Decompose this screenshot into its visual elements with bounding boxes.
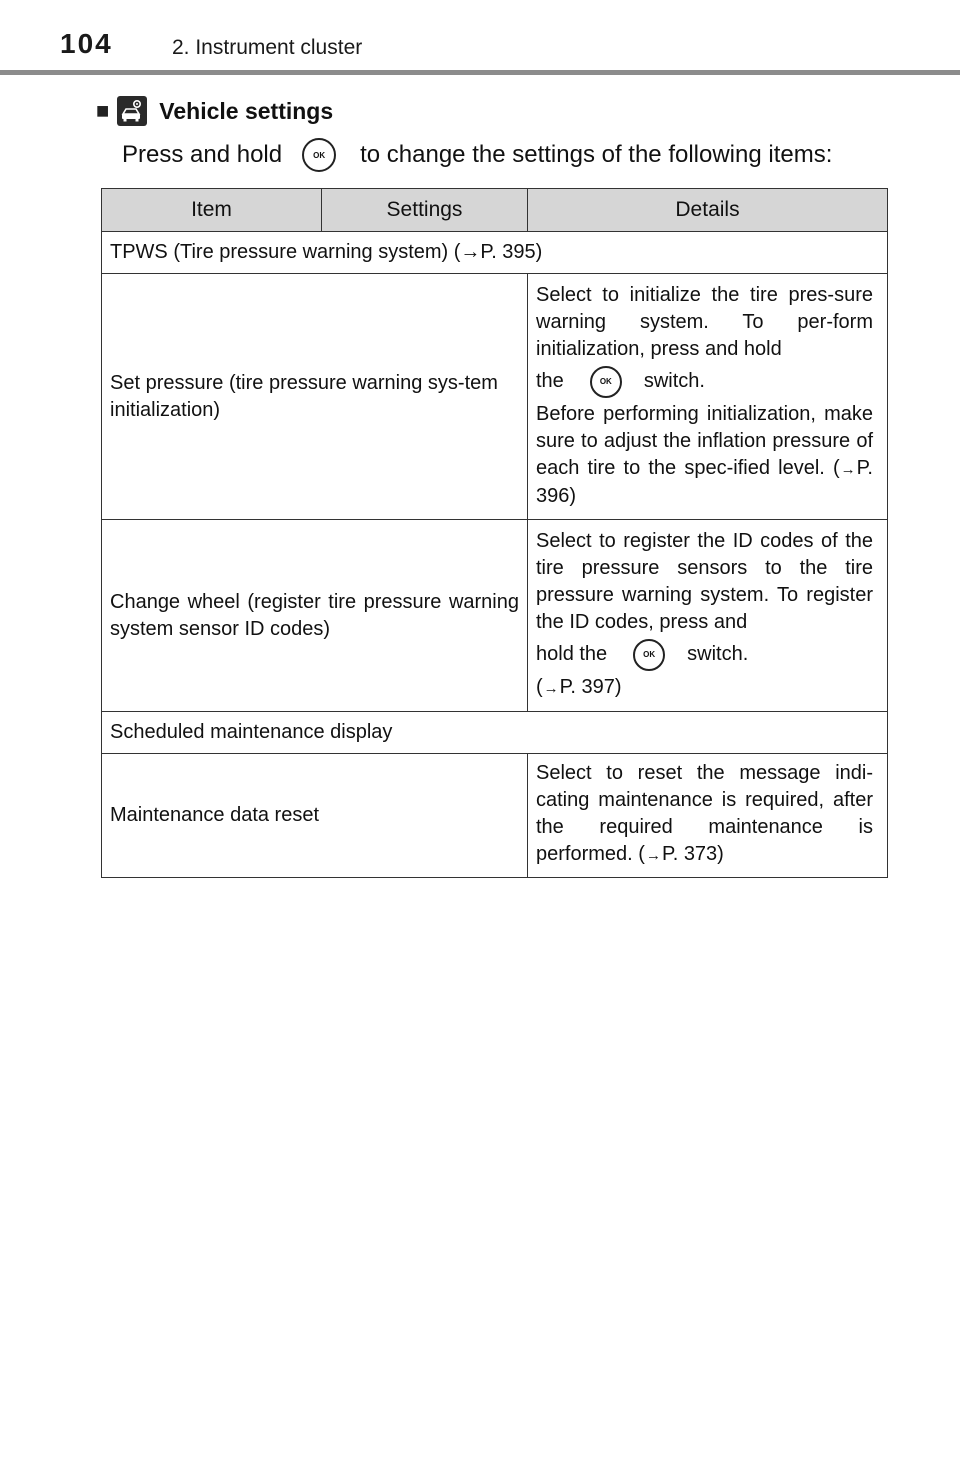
maintenance-reset-details (528, 754, 888, 878)
details-text (536, 674, 873, 702)
ok-button-icon: OK (633, 639, 665, 671)
arrow-icon: → (840, 460, 856, 478)
arrow-icon: → (645, 847, 661, 864)
change-wheel-item: Change wheel (register tire pressure warning system sensor ID codes) (102, 520, 528, 712)
intro-text (122, 138, 832, 172)
details-text: Select to reset the message indi-cating maintenance is required, after the required maintenance is performed. ( (536, 762, 873, 865)
details-text: the (536, 370, 564, 392)
chapter-title: 2. Instrument cluster (172, 36, 363, 59)
settings-table (101, 188, 888, 878)
table-row (102, 754, 888, 878)
details-button-line (536, 636, 873, 674)
ok-button-icon: OK (302, 138, 336, 172)
page-reference: P. 373) (661, 843, 724, 865)
section-title: Vehicle settings (159, 97, 334, 124)
page-number: 104 (60, 28, 113, 59)
details-text: ( (536, 675, 543, 698)
header-item: Item (102, 189, 322, 232)
details-text: Select to register the ID codes of the tire pressure sensors to the tire pressure warning system. To register the ID codes, press and (536, 529, 873, 633)
table-row (102, 520, 888, 712)
table-row (102, 274, 888, 520)
maintenance-reset-item: Maintenance data reset (102, 754, 528, 878)
arrow-icon: → (543, 679, 559, 697)
table-row (102, 712, 888, 754)
header-settings: Settings (322, 189, 528, 232)
page-header (0, 0, 960, 78)
maintenance-group-row: Scheduled maintenance display (102, 712, 888, 754)
change-wheel-details (528, 520, 888, 712)
details-text (536, 401, 873, 510)
header-details: Details (528, 189, 888, 232)
set-pressure-details (528, 274, 888, 520)
details-text: Before performing initialization, make sure to adjust the inflation pressure of each tire to the spec-ified level. ( (536, 402, 873, 479)
details-text: switch. (643, 370, 705, 392)
intro-after: to change the settings of the following items: (360, 141, 833, 168)
details-text: switch. (687, 643, 749, 665)
intro-before: Press and hold (122, 141, 283, 168)
header-divider (0, 70, 960, 75)
set-pressure-item: Set pressure (tire pressure warning sys-tem initialization) (102, 274, 528, 520)
ok-button-icon: OK (590, 366, 622, 398)
table-row (102, 232, 888, 274)
page-reference: P. 396) (536, 456, 873, 507)
section-bullet: ■ (96, 98, 110, 123)
vehicle-settings-icon (117, 96, 147, 126)
section-heading (96, 93, 333, 129)
table-header-row (102, 189, 888, 232)
details-text: Select to initialize the tire pres-sure warning system. To per-form initialization, press and hold (536, 283, 873, 360)
details-text: hold the (536, 643, 608, 665)
page-reference: P. 397) (559, 675, 622, 698)
tpws-group-row: TPWS (Tire pressure warning system) (→P. 395) (102, 232, 888, 274)
details-button-line (536, 363, 873, 401)
